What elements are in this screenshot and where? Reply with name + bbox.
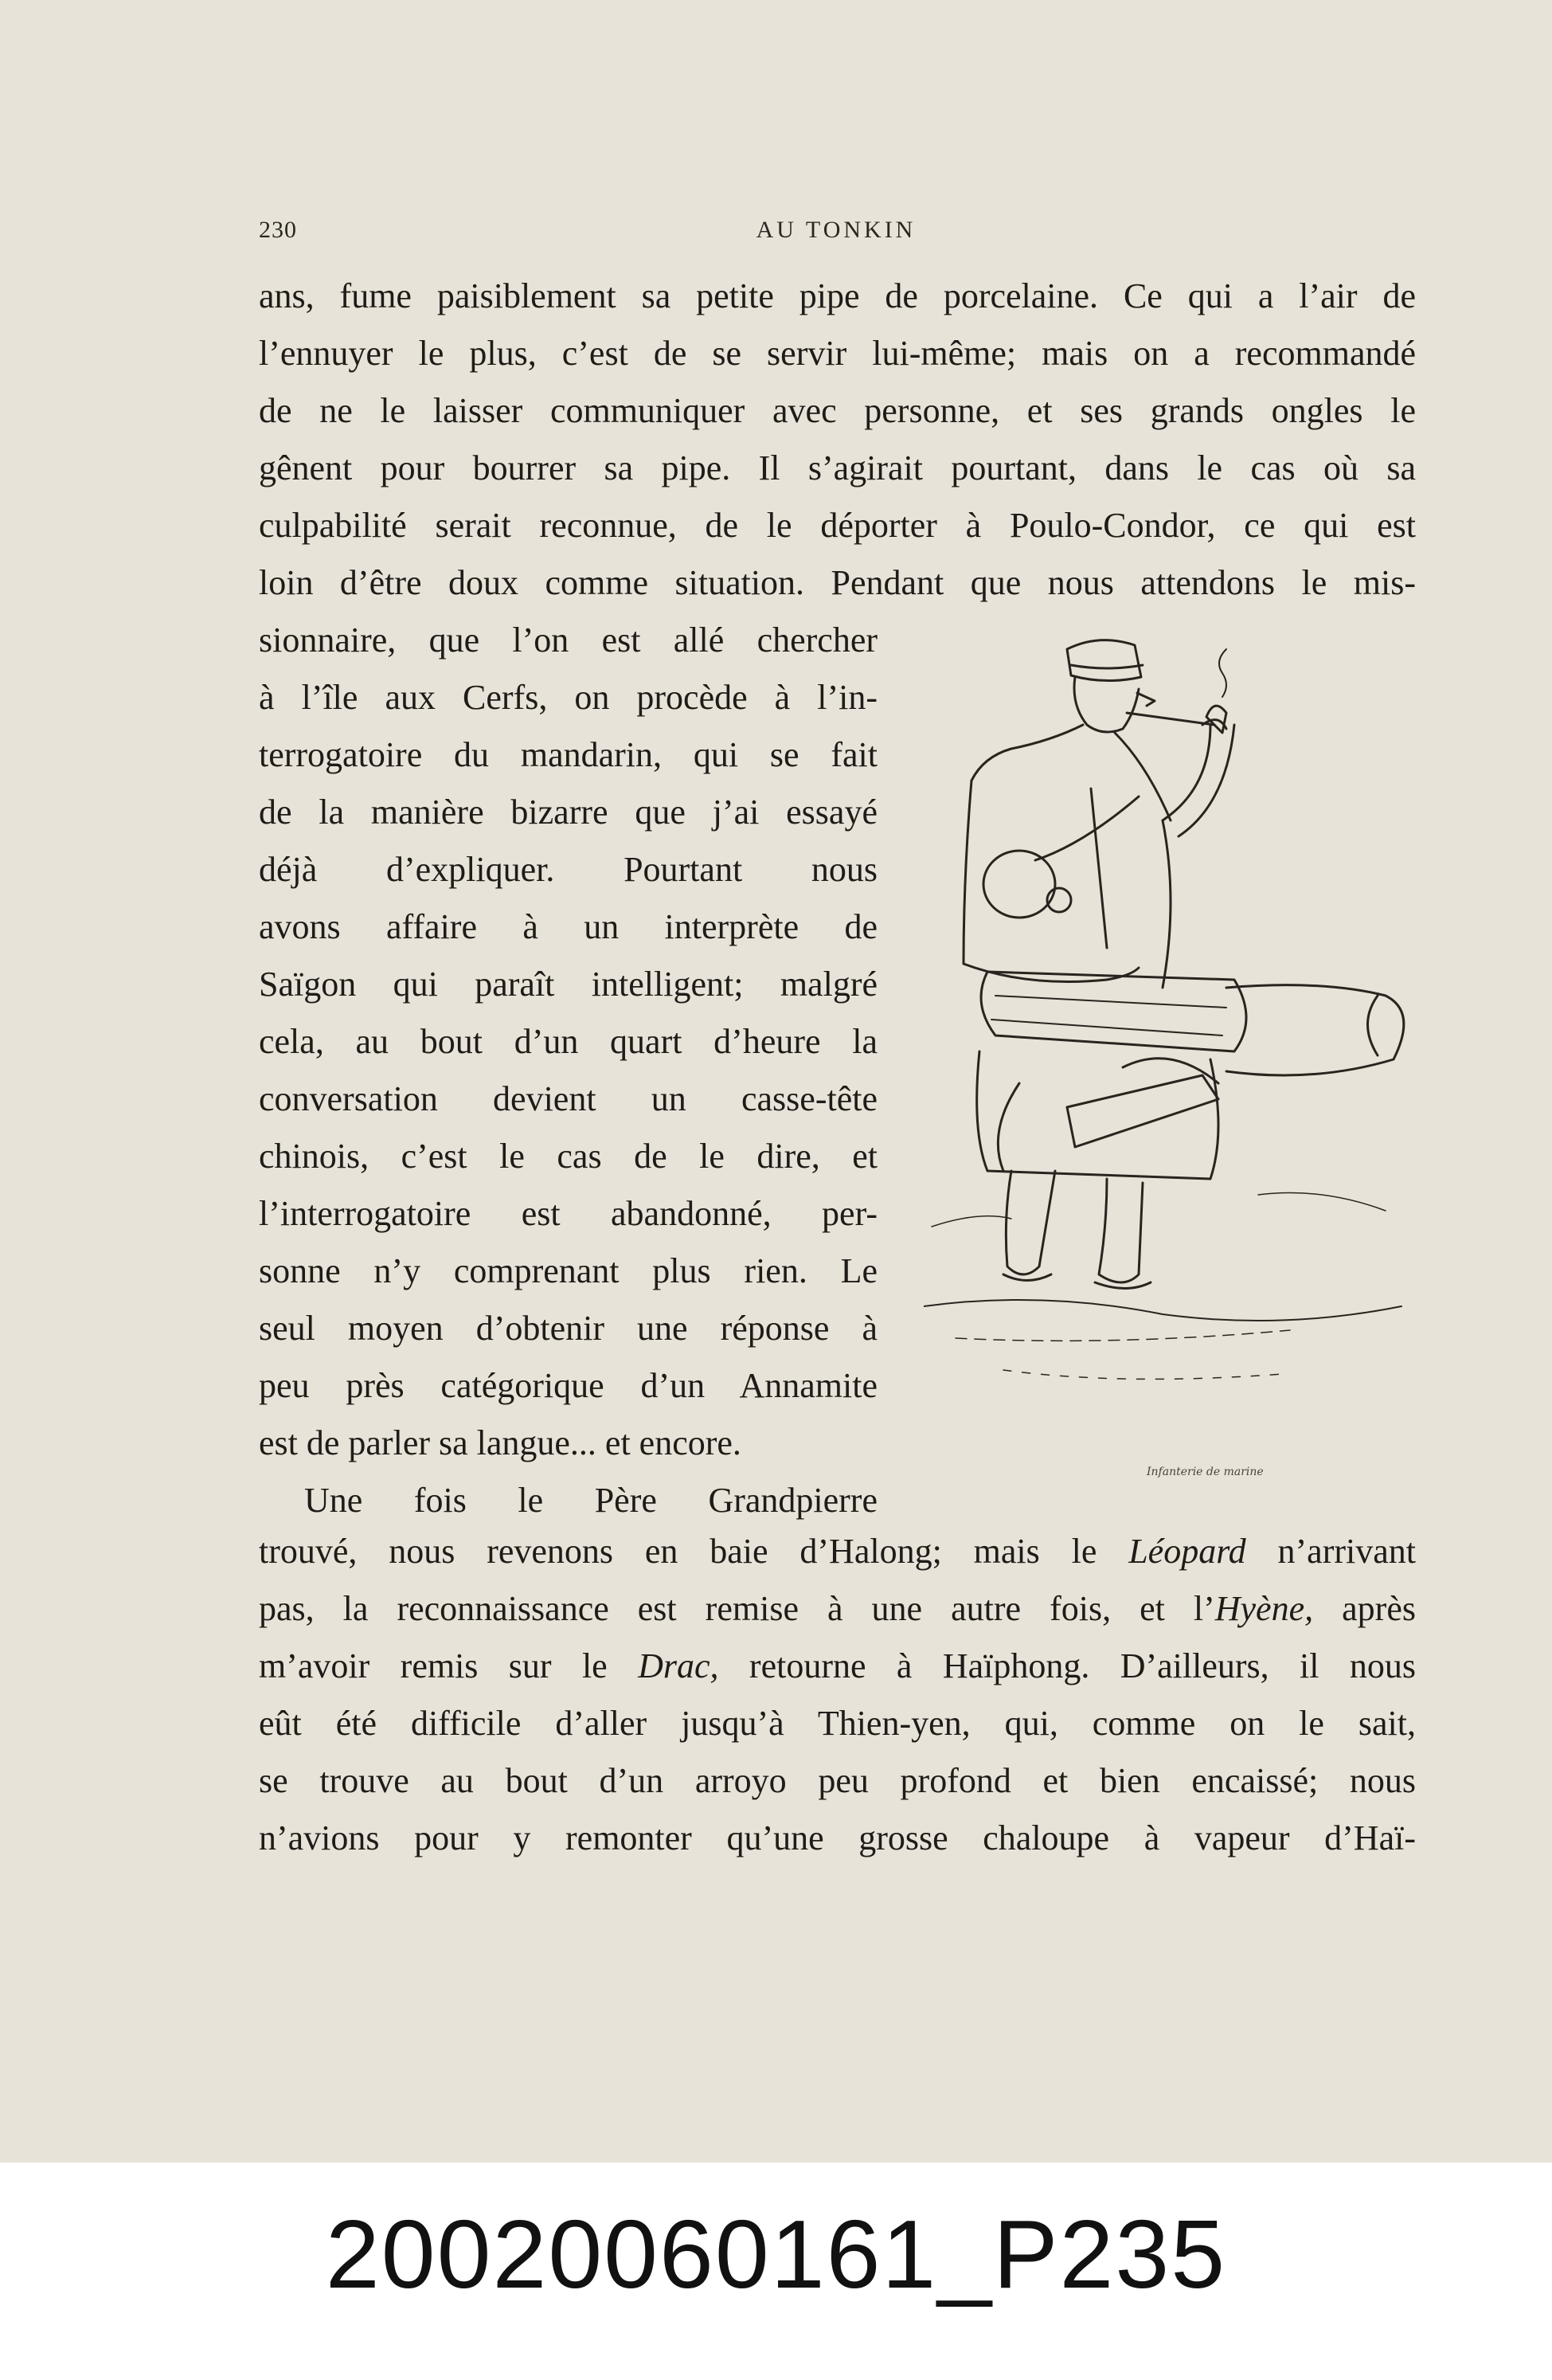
text-line: est de parler sa langue... et encore.: [259, 1423, 741, 1462]
text-line: m’avoir remis sur le Drac, retourne à Haïphong. D’ailleurs, il nous: [259, 1646, 1416, 1685]
text-line: sonne n’y comprenant plus rien. Le: [259, 1251, 878, 1290]
image-id-label: 20020060161_P235: [325, 2200, 1227, 2308]
text-line: l’ennuyer le plus, c’est de se servir lui-même; mais on a recommandé: [259, 334, 1416, 373]
running-title: AU TONKIN: [756, 217, 917, 243]
text-line: pas, la reconnaissance est remise à une autre fois, et l’Hyène, après: [259, 1589, 1416, 1628]
page-number: 230: [259, 217, 297, 243]
illustration-caption: Infanterie de marine: [1147, 1466, 1264, 1478]
text-line: cela, au bout d’un quart d’heure la: [259, 1022, 878, 1061]
soldier-sketch-icon: [924, 621, 1417, 1497]
soldier-illustration: [924, 621, 1417, 1497]
text-line: loin d’être doux comme situation. Pendant que nous attendons le mis-: [259, 563, 1416, 602]
text-line: conversation devient un casse-tête: [259, 1079, 878, 1118]
text-line: seul moyen d’obtenir une réponse à: [259, 1309, 878, 1348]
text-line: chinois, c’est le cas de le dire, et: [259, 1137, 878, 1176]
paragraph-top: [259, 268, 1416, 612]
text-line: Une fois le Père Grandpierre: [304, 1481, 878, 1520]
text-line: ans, fume paisiblement sa petite pipe de porcelaine. Ce qui a l’air de: [259, 276, 1416, 315]
text-line: gênent pour bourrer sa pipe. Il s’agirait pourtant, dans le cas où sa: [259, 448, 1416, 487]
text-line: déjà d’expliquer. Pourtant nous: [259, 850, 878, 889]
text-line: à l’île aux Cerfs, on procède à l’in-: [259, 678, 878, 717]
text-line: se trouve au bout d’un arroyo peu profond et bien encaissé; nous: [259, 1761, 1416, 1800]
text-line: avons affaire à un interprète de: [259, 907, 878, 946]
text-line: trouvé, nous revenons en baie d’Halong; mais le Léopard n’arrivant: [259, 1532, 1416, 1571]
text-line: eût été difficile d’aller jusqu’à Thien-yen, qui, comme on le sait,: [259, 1704, 1416, 1743]
text-line: culpabilité serait reconnue, de le déporter à Poulo-Condor, ce qui est: [259, 506, 1416, 545]
text-line: Saïgon qui paraît intelligent; malgré: [259, 965, 878, 1004]
text-line: terrogatoire du mandarin, qui se fait: [259, 735, 878, 774]
text-line: l’interrogatoire est abandonné, per-: [259, 1194, 878, 1233]
text-line: n’avions pour y remonter qu’une grosse chaloupe à vapeur d’Haï-: [259, 1818, 1416, 1857]
running-head: [259, 217, 1413, 253]
paragraph-wrapped: [259, 612, 878, 1529]
text-line: de la manière bizarre que j’ai essayé: [259, 793, 878, 832]
paragraph-bottom: [259, 1523, 1416, 1867]
text-line: peu près catégorique d’un Annamite: [259, 1366, 878, 1405]
text-line: sionnaire, que l’on est allé chercher: [259, 620, 878, 660]
text-line: de ne le laisser communiquer avec personne, et ses grands ongles le: [259, 391, 1416, 430]
